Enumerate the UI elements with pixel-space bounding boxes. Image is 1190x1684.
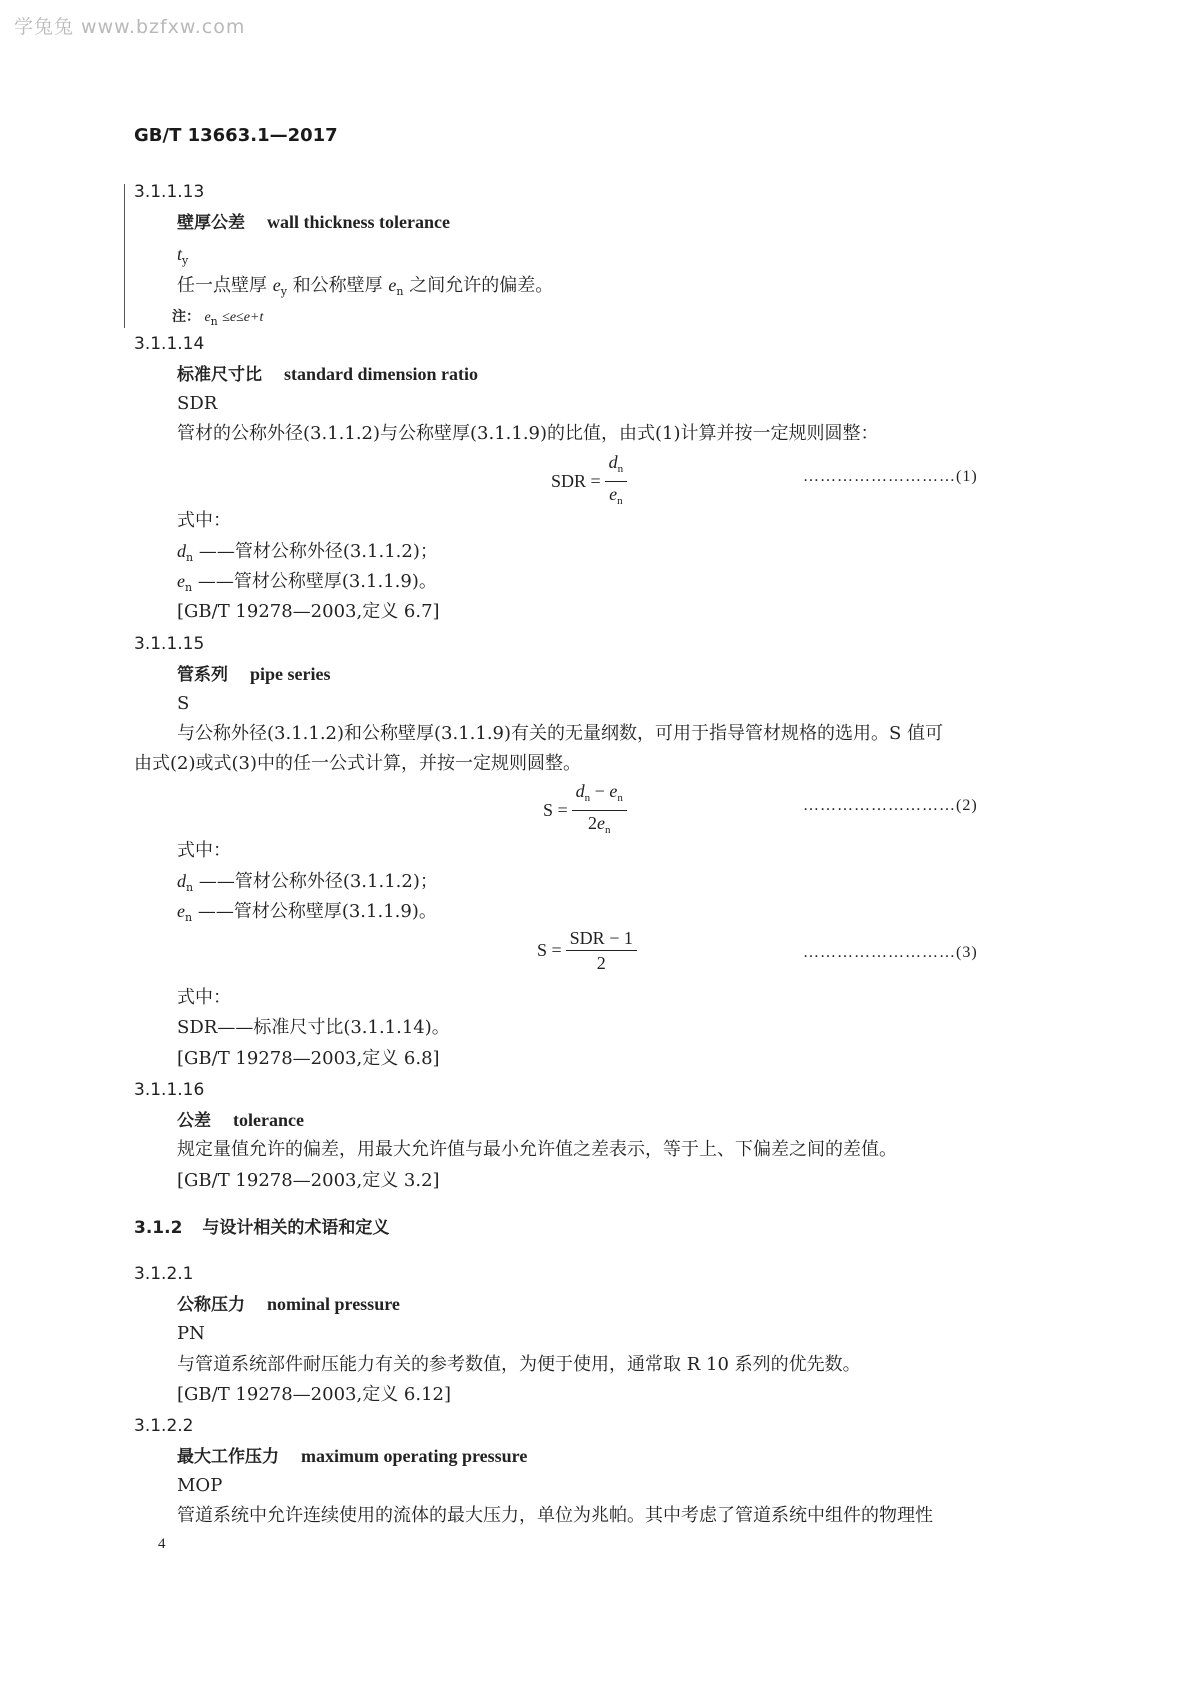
term-title xyxy=(177,362,478,387)
page-number: 4 xyxy=(158,1536,166,1552)
term-definition: 与公称外径(3.1.1.2)和公称壁厚(3.1.1.9)有关的无量纲数，可用于指导管材规格的选用。S 值可 xyxy=(177,723,944,744)
term-definition: 管道系统中允许连续使用的流体的最大压力，单位为兆帕。其中考虑了管道系统中组件的物理性 xyxy=(177,1505,933,1526)
watermark: 学兔兔 www.bzfxw.com xyxy=(14,16,246,38)
formula-2 xyxy=(543,781,627,840)
def-part: 任一点壁厚 xyxy=(177,275,267,296)
change-bar xyxy=(124,184,125,328)
fraction-numerator: $d_n$ xyxy=(605,452,628,482)
term-title xyxy=(177,210,450,235)
term-symbol: MOP xyxy=(177,1475,223,1496)
symbol-e: e xyxy=(272,275,281,295)
term-definition-cont: 由式(2)或式(3)中的任一公式计算，并按一定规则圆整。 xyxy=(134,753,581,774)
term-zh: 最大工作压力 xyxy=(177,1447,279,1467)
term-en: standard dimension ratio xyxy=(284,364,479,384)
term-en: pipe series xyxy=(250,664,331,684)
def-part: 之间允许的偏差。 xyxy=(409,275,554,296)
term-definition: 管材的公称外径(3.1.1.2)与公称壁厚(3.1.1.9)的比值，由式(1)计算并按一定规则圆整： xyxy=(177,423,879,444)
fraction xyxy=(572,781,627,840)
term-en: maximum operating pressure xyxy=(301,1446,528,1466)
formula-lhs: S = xyxy=(537,940,562,960)
term-zh: 管系列 xyxy=(177,665,228,685)
equation-number: ………………………(1) xyxy=(803,468,978,485)
entry-number: 3.1.2.1 xyxy=(134,1264,194,1284)
term-definition: 与管道系统部件耐压能力有关的参考数值，为便于使用，通常取 R 10 系列的优先数。 xyxy=(177,1354,861,1375)
fraction-numerator: SDR − 1 xyxy=(566,928,637,951)
variable-def: $d_n$ ——管材公称外径(3.1.1.2)； xyxy=(177,871,438,894)
term-title xyxy=(177,1444,527,1469)
term-en: wall thickness tolerance xyxy=(267,212,450,232)
term-zh: 壁厚公差 xyxy=(177,213,245,233)
where-label: 式中： xyxy=(177,987,231,1008)
def-part: 和公称壁厚 xyxy=(292,275,383,296)
term-zh: 标准尺寸比 xyxy=(177,365,262,385)
fraction xyxy=(605,452,628,511)
variable-def: $e_n$ ——管材公称壁厚(3.1.1.9)。 xyxy=(177,901,437,924)
symbol-sub: n xyxy=(396,285,404,298)
term-zh: 公差 xyxy=(177,1111,211,1131)
fraction-denominator: $2e_n$ xyxy=(588,813,611,836)
where-label: 式中： xyxy=(177,510,231,531)
note-label: 注： xyxy=(172,309,200,325)
symbol-sub: n xyxy=(210,315,218,328)
term-note xyxy=(172,305,263,334)
term-en: nominal pressure xyxy=(267,1294,400,1314)
equation-number: ………………………(2) xyxy=(803,797,978,814)
symbol-sub: y xyxy=(280,285,287,298)
standard-code-header: GB/T 13663.1—2017 xyxy=(134,125,338,146)
term-title xyxy=(177,1292,400,1317)
fraction xyxy=(566,928,637,973)
formula-lhs: S = xyxy=(543,800,568,820)
formula-3 xyxy=(537,928,637,973)
symbol-sub: y xyxy=(182,254,189,267)
term-definition xyxy=(177,273,553,304)
note-formula: ≤e≤e+t xyxy=(222,310,264,325)
term-symbol: S xyxy=(177,693,190,714)
formula-1 xyxy=(551,452,627,511)
entry-number: 3.1.1.16 xyxy=(134,1080,205,1100)
source-reference: [GB/T 19278—2003,定义 3.2] xyxy=(177,1170,440,1191)
term-en: tolerance xyxy=(233,1110,304,1130)
term-zh: 公称压力 xyxy=(177,1295,245,1315)
equation-number: ………………………(3) xyxy=(803,944,978,961)
term-definition: 规定量值允许的偏差，用最大允许值与最小允许值之差表示，等于上、下偏差之间的差值。 xyxy=(177,1139,897,1160)
source-reference: [GB/T 19278—2003,定义 6.8] xyxy=(177,1048,440,1069)
source-reference: [GB/T 19278—2003,定义 6.7] xyxy=(177,601,440,622)
variable-def: $d_n$ ——管材公称外径(3.1.1.2)； xyxy=(177,541,438,564)
variable-def: $e_n$ ——管材公称壁厚(3.1.1.9)。 xyxy=(177,571,437,594)
entry-number: 3.1.1.15 xyxy=(134,634,205,654)
symbol-e: e xyxy=(204,310,211,325)
fraction-denominator: 2 xyxy=(596,953,606,973)
term-title xyxy=(177,1108,304,1133)
term-symbol xyxy=(177,242,188,273)
term-symbol: SDR xyxy=(177,393,218,414)
variable-def: SDR——标准尺寸比(3.1.1.14)。 xyxy=(177,1017,450,1038)
entry-number: 3.1.2.2 xyxy=(134,1416,194,1436)
fraction-denominator: $e_n$ xyxy=(609,484,623,507)
symbol-e: e xyxy=(388,275,397,295)
source-reference: [GB/T 19278—2003,定义 6.12] xyxy=(177,1384,452,1405)
where-label: 式中： xyxy=(177,840,231,861)
term-title xyxy=(177,662,331,687)
entry-number: 3.1.1.13 xyxy=(134,182,205,202)
term-symbol: PN xyxy=(177,1323,205,1344)
symbol-main: t xyxy=(177,244,183,264)
formula-lhs: SDR = xyxy=(551,471,601,491)
section-heading: 3.1.2 与设计相关的术语和定义 xyxy=(134,1218,390,1238)
fraction-numerator: $d_n - e_n$ xyxy=(572,781,627,811)
entry-number: 3.1.1.14 xyxy=(134,334,205,354)
